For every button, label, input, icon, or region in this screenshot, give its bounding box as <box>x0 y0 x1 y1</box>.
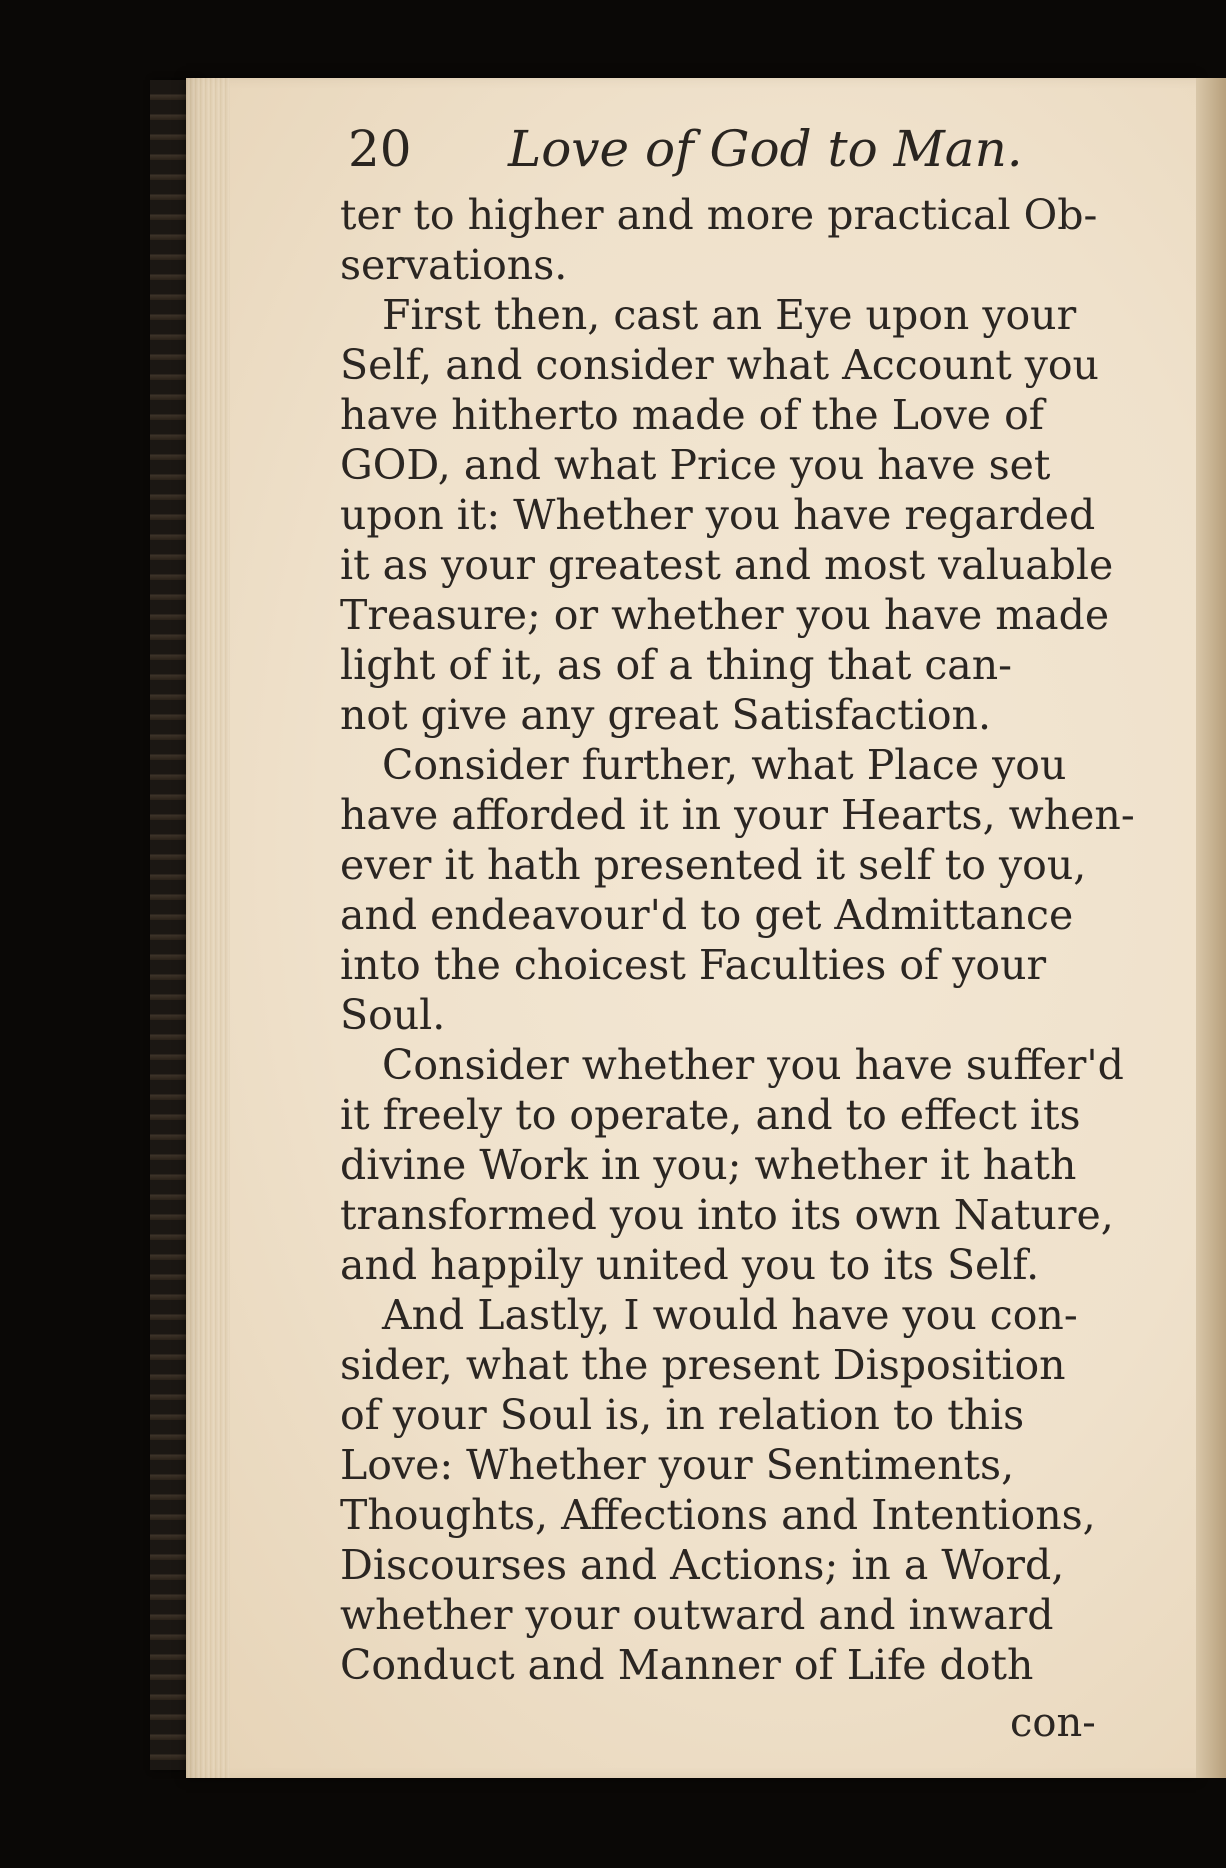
text-line: divine Work in you; whether it hath <box>340 1141 1077 1189</box>
text-line: and happily united you to its Self. <box>340 1241 1040 1289</box>
text-line: Consider further, what Place you <box>382 741 1067 789</box>
text-line: Love: Whether your Sentiments, <box>340 1441 1015 1489</box>
facing-page-edge <box>1196 78 1226 1778</box>
text-line: ever it hath presented it self to you, <box>340 841 1087 889</box>
text-line: and endeavour'd to get Admittance <box>340 891 1074 939</box>
text-line: light of it, as of a thing that can- <box>340 641 1012 689</box>
text-line: not give any great Satisfaction. <box>340 691 991 739</box>
text-line: have afforded it in your Hearts, when- <box>340 791 1135 839</box>
text-line: Conduct and Manner of Life doth <box>340 1641 1034 1689</box>
text-line: ter to higher and more practical Ob- <box>340 191 1098 239</box>
text-line: Discourses and Actions; in a Word, <box>340 1541 1065 1589</box>
text-line: whether your outward and inward <box>340 1591 1054 1639</box>
catchword: con- <box>1010 1700 1096 1746</box>
text-line: Soul. <box>340 991 446 1039</box>
text-line: sider, what the present Disposition <box>340 1341 1066 1389</box>
text-line: GOD, and what Price you have set <box>340 441 1051 489</box>
text-line: Self, and consider what Account you <box>340 341 1099 389</box>
text-line: it as your greatest and most valuable <box>340 541 1114 589</box>
running-title: Love of God to Man. <box>508 120 1023 178</box>
page-edges <box>186 78 230 1778</box>
page-number: 20 <box>348 120 412 178</box>
text-line: Consider whether you have suffer'd <box>382 1041 1124 1089</box>
text-line: have hitherto made of the Love of <box>340 391 1044 439</box>
body-text <box>340 190 1135 1690</box>
text-line: And Lastly, I would have you con- <box>382 1291 1078 1339</box>
text-line: First then, cast an Eye upon your <box>382 291 1077 339</box>
text-line: into the choicest Faculties of your <box>340 941 1047 989</box>
running-head <box>348 120 1108 190</box>
text-line: of your Soul is, in relation to this <box>340 1391 1025 1439</box>
text-line: transformed you into its own Nature, <box>340 1191 1114 1239</box>
text-line: servations. <box>340 241 568 289</box>
text-line: it freely to operate, and to effect its <box>340 1091 1081 1139</box>
text-line: Thoughts, Affections and Intentions, <box>340 1491 1096 1539</box>
text-line: upon it: Whether you have regarded <box>340 491 1096 539</box>
text-line: Treasure; or whether you have made <box>340 591 1110 639</box>
